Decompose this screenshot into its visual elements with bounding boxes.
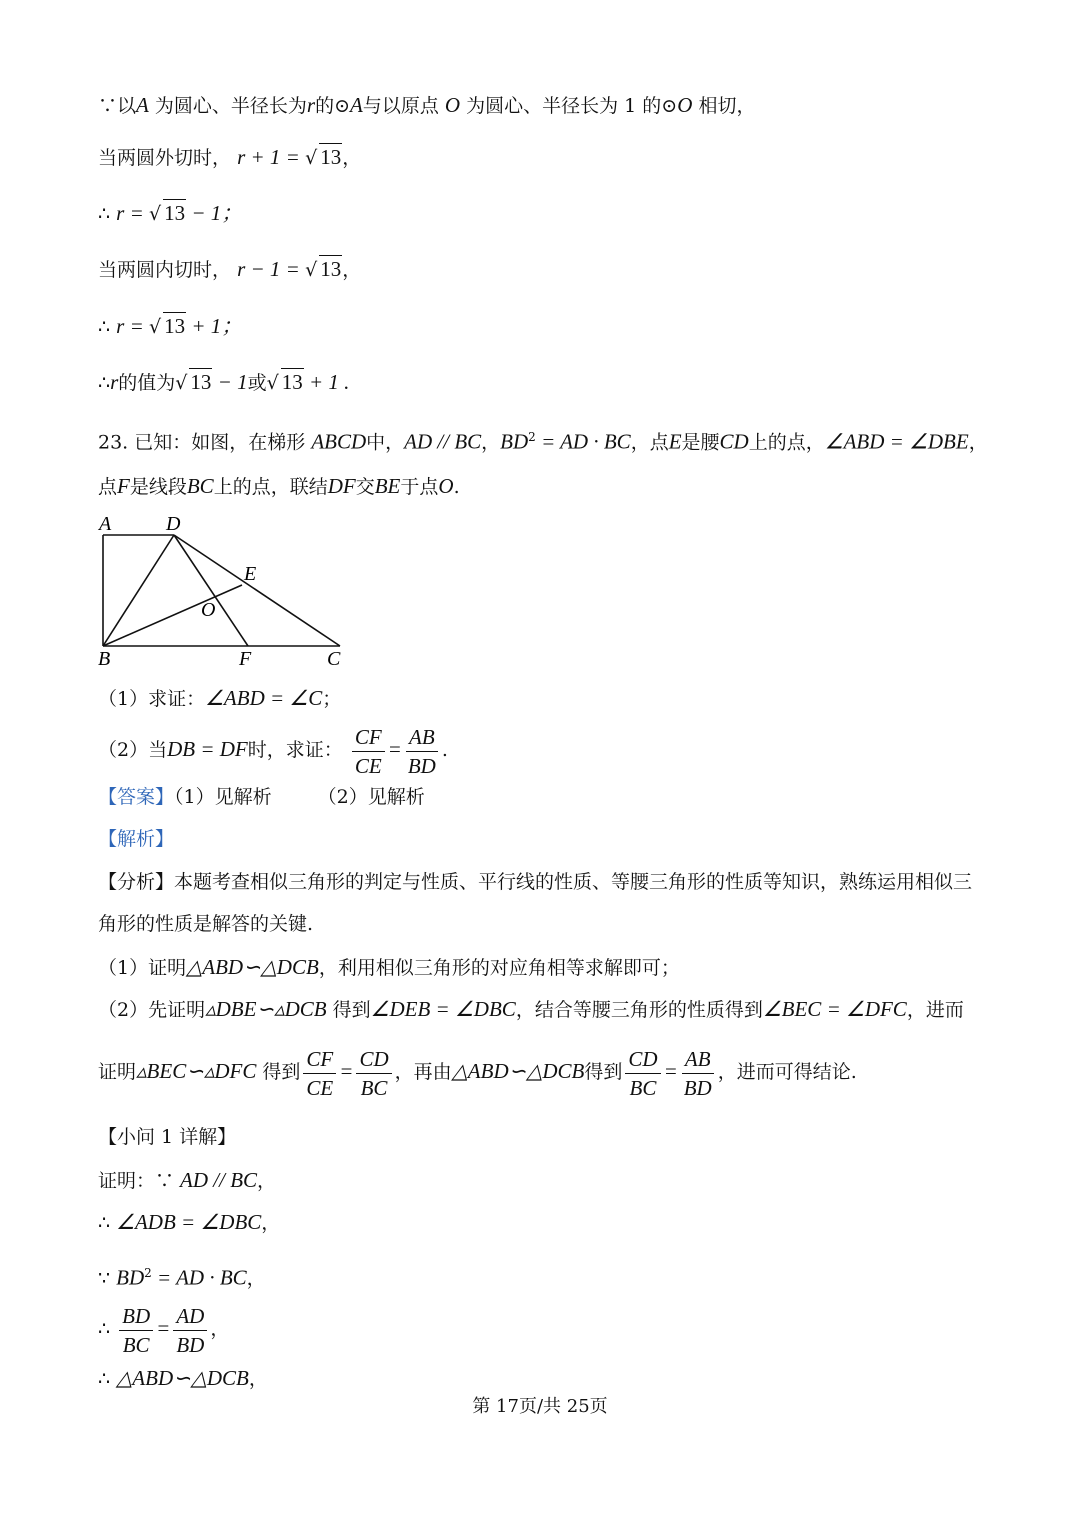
math-var: ABCD <box>311 429 367 454</box>
segment-df <box>174 535 248 646</box>
label-b: B <box>98 648 111 670</box>
text: ， <box>248 1368 268 1390</box>
fenxi-line2 <box>98 911 313 937</box>
math-expr: ∠ADB = ∠DBC <box>116 1210 262 1234</box>
fenxi-line1 <box>98 869 972 895</box>
text: ，进而 <box>906 999 964 1021</box>
math-expr: r = <box>116 201 149 225</box>
text: ， <box>481 431 501 454</box>
sqrt-radicand: 13 <box>164 201 186 225</box>
math-expr: AD // BC <box>180 1168 258 1192</box>
denominator: BD <box>683 1075 712 1100</box>
answer-tag: 【答案】 <box>98 786 175 808</box>
denominator: BC <box>122 1332 150 1357</box>
text: 证明：∵ <box>98 1170 181 1192</box>
text: 当两圆内切时， <box>98 259 232 281</box>
step2-line <box>98 996 964 1023</box>
text: 的值为 <box>118 372 176 394</box>
math-var: BC <box>186 474 214 498</box>
fenxi-tag: 【分析】 <box>98 871 175 893</box>
text: 的⊙ <box>315 95 351 117</box>
answer-line <box>98 784 425 810</box>
math-var: O <box>438 474 454 498</box>
text: ，进而可得结论. <box>717 1061 857 1083</box>
text: 上的点，联结 <box>213 476 328 498</box>
text: （2）先证明 <box>98 999 206 1021</box>
text: 点 <box>98 476 118 498</box>
numerator: AB <box>406 724 438 752</box>
sqrt-radicand: 13 <box>320 257 342 281</box>
text: ， <box>261 1212 281 1234</box>
segment-dc <box>174 535 340 646</box>
numerator: CF <box>352 724 385 752</box>
fraction-cf-ce <box>303 1046 336 1101</box>
label-d: D <box>166 513 181 535</box>
math-expr: ∠ABD = ∠DBE <box>824 429 969 454</box>
denominator: CE <box>354 753 382 778</box>
detail-line5 <box>98 1365 268 1392</box>
text: 本题考查相似三角形的判定与性质、平行线的性质、等腰三角形的性质等知识，熟练运用相似三 <box>174 871 973 893</box>
q23-part2 <box>98 721 448 779</box>
analysis-heading <box>98 826 174 852</box>
math-var: F <box>117 474 130 498</box>
text-line-external-tangent: 当两圆外切时， r + 1 = √ 13， <box>98 145 362 169</box>
fraction-ab-bd <box>405 724 439 779</box>
text: ， <box>342 147 362 169</box>
text-line-r-values: ∴r的值为√ 13 − 1或√ 13 + 1 . <box>98 370 350 394</box>
math-expr: DB = DF <box>167 737 248 761</box>
fraction-bd-bc <box>119 1303 153 1358</box>
denominator: BD <box>176 1332 205 1357</box>
math-expr: AD // BC <box>404 429 482 454</box>
math-expr: = AD · BC <box>151 1265 247 1290</box>
text: . <box>441 739 448 761</box>
numerator: CF <box>303 1046 336 1074</box>
text-line-r-plus: ∴ r = √ 13 + 1； <box>98 314 243 338</box>
trapezoid-figure <box>90 510 360 675</box>
text-line-r-minus: ∴ r = √ 13 − 1； <box>98 201 243 225</box>
step3-line <box>98 1043 857 1101</box>
sqrt-radicand: 13 <box>164 314 186 338</box>
math-var: r <box>306 93 316 117</box>
text: ； <box>322 688 342 710</box>
numerator: BD <box>119 1303 153 1331</box>
detail-line1 <box>98 1167 276 1194</box>
segment-be <box>103 585 242 646</box>
math-expr: ▵DBE∽▵DCB <box>205 997 327 1021</box>
text: ， <box>968 431 988 454</box>
text: ，再由 <box>394 1061 452 1083</box>
label-a: A <box>99 513 112 535</box>
text: ，点 <box>630 431 669 454</box>
text: （1）见解析 <box>174 786 272 808</box>
math-var: r <box>110 370 119 394</box>
text: ， <box>342 259 362 281</box>
text: 是腰 <box>681 431 720 454</box>
denominator: BC <box>360 1075 388 1100</box>
math-var: BD <box>116 1265 145 1290</box>
denominator: BC <box>629 1075 657 1100</box>
detail-line2 <box>98 1209 280 1236</box>
math-var: O <box>677 93 693 117</box>
math-expr: = <box>663 1059 678 1083</box>
text: 23. 已知：如图，在梯形 <box>98 431 306 454</box>
math-expr: − 1 <box>212 370 248 394</box>
text: ∵以 <box>98 95 137 117</box>
q23-line2 <box>98 473 460 500</box>
text: ，结合等腰三角形的性质得到 <box>515 999 763 1021</box>
text: 为圆心、半径长为 <box>154 95 307 117</box>
math-expr: r − 1 = <box>237 257 306 281</box>
text: 得到 <box>262 1061 301 1083</box>
math-expr: = AD · BC <box>535 429 631 454</box>
math-var: O <box>444 93 461 117</box>
text: 是线段 <box>129 476 187 498</box>
text: 证明 <box>98 1061 137 1083</box>
text: ， <box>210 1318 230 1340</box>
text: 相切， <box>698 95 756 117</box>
superscript: 2 <box>528 430 536 444</box>
sqrt-radicand: 13 <box>281 370 303 394</box>
math-expr: △ABD∽△DCB <box>186 955 319 979</box>
text: 上的点， <box>748 431 825 454</box>
sqrt-radicand: 13 <box>190 370 212 394</box>
text: ，利用相似三角形的对应角相等求解即可； <box>318 957 680 979</box>
fraction-cf-ce <box>352 724 385 779</box>
denominator: CE <box>306 1075 334 1100</box>
math-expr: − 1； <box>186 201 243 225</box>
numerator: AD <box>173 1303 207 1331</box>
text: 与以原点 <box>362 95 439 117</box>
sqrt-radicand: 13 <box>320 145 342 169</box>
math-var: E <box>668 429 682 454</box>
math-expr: = <box>339 1059 354 1083</box>
math-expr: ∠BEC = ∠DFC <box>762 997 907 1021</box>
math-expr: r + 1 = <box>237 145 306 169</box>
math-expr: ∠ABD = ∠C <box>205 686 323 710</box>
text: ， <box>246 1267 266 1290</box>
text: （2）当 <box>98 739 168 761</box>
numerator: CD <box>625 1046 660 1074</box>
math-var: A <box>136 93 149 117</box>
text: ∴ <box>98 1212 117 1234</box>
step1-line <box>98 954 680 981</box>
segment-bd <box>103 535 174 646</box>
text: 角形的性质是解答的关键. <box>98 913 314 935</box>
text: ∵ <box>98 1267 117 1290</box>
math-var: A <box>350 93 363 117</box>
fraction-cd-bc-2 <box>625 1046 660 1101</box>
math-expr: = <box>156 1316 171 1340</box>
text: . <box>453 476 460 498</box>
text: ∴ <box>98 203 117 225</box>
text: （2）见解析 <box>317 786 425 808</box>
detail-heading <box>98 1124 236 1150</box>
text: ∴ <box>98 1368 117 1390</box>
text: ∴ <box>98 316 117 338</box>
label-f: F <box>239 648 252 670</box>
numerator: AB <box>682 1046 714 1074</box>
text: ， <box>257 1170 277 1192</box>
text: 于点 <box>400 476 439 498</box>
denominator: BD <box>407 753 436 778</box>
detail-line4 <box>98 1300 229 1358</box>
math-expr: △ABD∽△DCB <box>451 1059 585 1083</box>
text: ∴ <box>98 372 111 394</box>
fraction-cd-bc <box>356 1046 391 1101</box>
math-expr: ▵BEC∽▵DFC <box>136 1059 257 1083</box>
label-e: E <box>244 563 257 585</box>
math-expr: = <box>387 737 402 761</box>
page-footer: 第 17页/共 25页 <box>472 1396 608 1417</box>
text: （1）证明 <box>98 957 187 979</box>
q23-line1 <box>98 424 988 455</box>
numerator: CD <box>356 1046 391 1074</box>
math-expr: △ABD∽△DCB <box>116 1366 249 1390</box>
text: （1）求证： <box>98 688 206 710</box>
text: 得到 <box>584 1061 623 1083</box>
analysis-tag: 【解析】 <box>98 828 175 850</box>
text: 为圆心、半径长为 1 的⊙ <box>466 95 678 117</box>
superscript: 2 <box>144 1266 152 1280</box>
text: 时，求证： <box>247 739 343 761</box>
label-o: O <box>201 599 216 621</box>
math-expr: r = <box>116 314 149 338</box>
text: 或 <box>247 372 267 394</box>
math-var: BE <box>374 474 401 498</box>
q23-part1 <box>98 685 341 712</box>
math-expr: + 1； <box>186 314 243 338</box>
fraction-ad-bd <box>173 1303 207 1358</box>
detail-tag: 【小问 1 详解】 <box>98 1126 237 1148</box>
text: 当两圆外切时， <box>98 147 232 169</box>
math-var: BD <box>500 429 529 454</box>
text: ∴ <box>98 1318 117 1340</box>
text: 交 <box>355 476 375 498</box>
label-c: C <box>327 648 341 670</box>
math-expr: ∠DEB = ∠DBC <box>370 997 516 1021</box>
text-line-tangent-intro <box>98 92 755 119</box>
text-line-internal-tangent: 当两圆内切时， r − 1 = √ 13， <box>98 257 362 281</box>
math-var: DF <box>327 474 356 498</box>
math-var: CD <box>719 429 749 454</box>
math-expr: + 1 . <box>303 370 350 394</box>
fraction-ab-bd <box>681 1046 715 1101</box>
text: 中， <box>366 431 405 454</box>
detail-line3 <box>98 1260 266 1291</box>
text: 得到 <box>332 999 371 1021</box>
